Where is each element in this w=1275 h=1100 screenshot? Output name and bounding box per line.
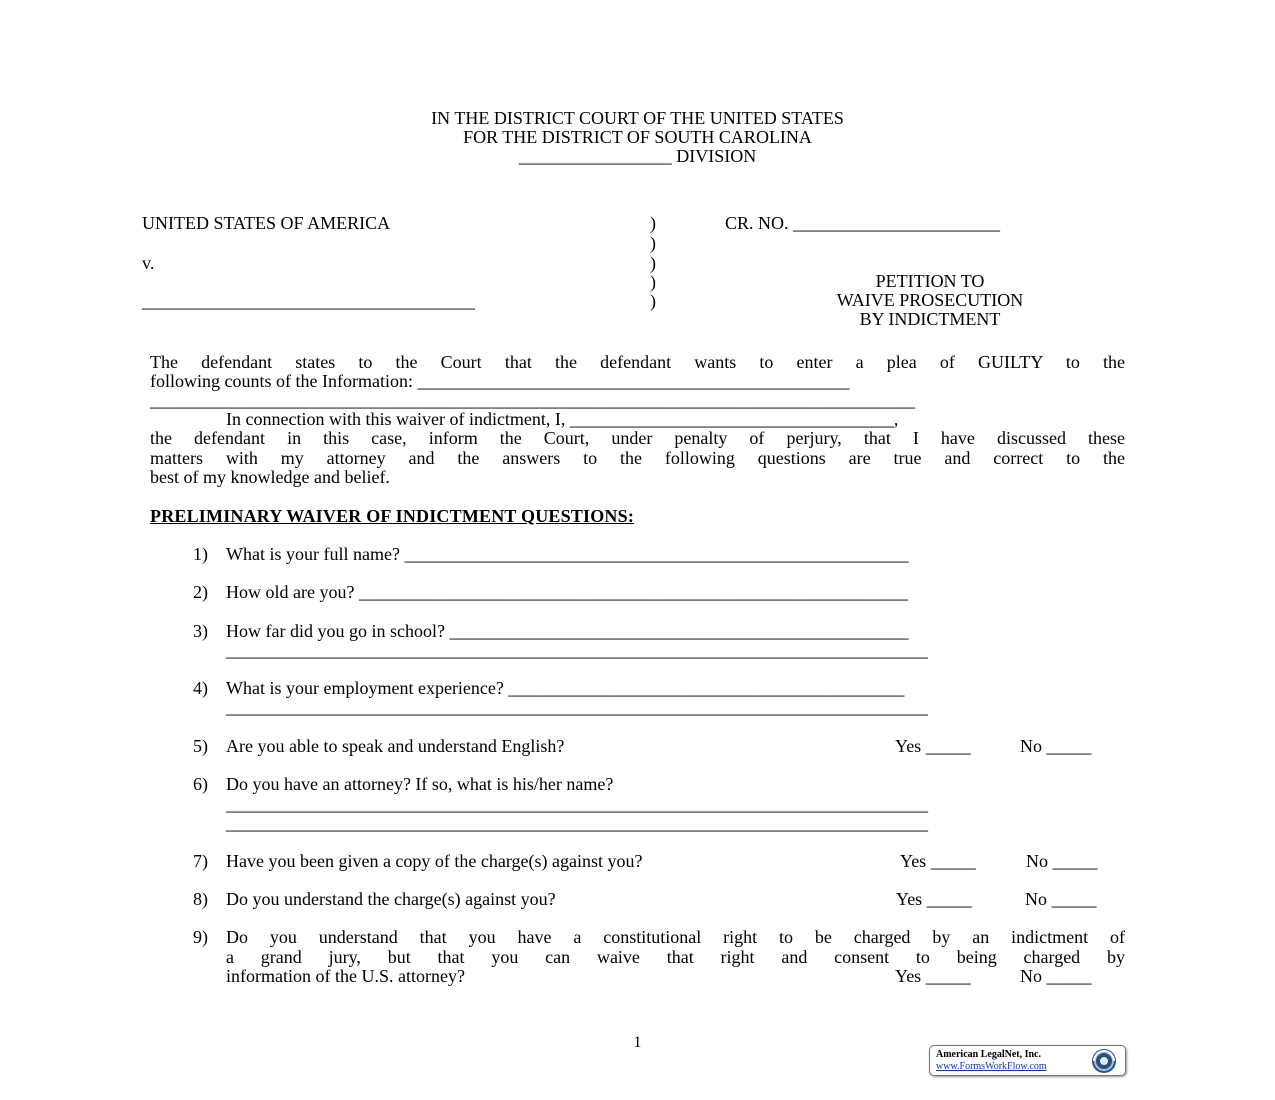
plaintiff-name: UNITED STATES OF AMERICA (142, 213, 391, 233)
attorney-name-continuation[interactable]: ______________________________________________________________________________ (226, 813, 928, 833)
constitutional-right-question: Do you understand that you have a constitutional right to be charged by an indictment of (226, 927, 1125, 947)
globe-icon (1086, 1047, 1122, 1075)
employment-continuation[interactable]: ______________________________________________________________________________ (226, 697, 928, 717)
no-answer-field[interactable]: No _____ (1020, 736, 1092, 756)
yes-answer-field[interactable]: Yes _____ (896, 889, 972, 909)
declaration-text: matters with my attorney and the answers to the following questions are true and correct to the (150, 448, 1125, 468)
yes-answer-field[interactable]: Yes _____ (895, 966, 971, 986)
education-continuation[interactable]: ______________________________________________________________________________ (226, 640, 928, 660)
question-number: 2) (193, 582, 208, 602)
petition-title-line1: PETITION TO (875, 271, 985, 291)
question-number: 3) (193, 621, 208, 641)
case-number-field[interactable]: CR. NO. _______________________ (725, 213, 1001, 233)
petition-title-line2: WAIVE PROSECUTION (836, 290, 1024, 310)
caption-paren: ) (650, 213, 656, 233)
no-answer-field[interactable]: No _____ (1026, 851, 1098, 871)
caption-paren: ) (650, 291, 656, 311)
english-question: Are you able to speak and understand English? (226, 736, 565, 756)
question-number: 5) (193, 736, 208, 756)
yes-answer-field[interactable]: Yes _____ (900, 851, 976, 871)
court-name: IN THE DISTRICT COURT OF THE UNITED STATES (431, 108, 844, 128)
declaration-text: the defendant in this case, inform the Court, under penalty of perjury, that I have discussed these (150, 428, 1125, 448)
versus-label: v. (142, 253, 155, 273)
declaration-text: best of my knowledge and belief. (150, 467, 390, 487)
understand-charges-question: Do you understand the charge(s) against you? (226, 889, 556, 909)
question-number: 9) (193, 927, 208, 947)
publisher-name: American LegalNet, Inc. (936, 1049, 1041, 1060)
full-name-field[interactable]: What is your full name? ________________________________________________________ (226, 544, 909, 564)
question-number: 1) (193, 544, 208, 564)
district-name: FOR THE DISTRICT OF SOUTH CAROLINA (463, 127, 812, 147)
guilty-plea-statement: The defendant states to the Court that the defendant wants to enter a plea of GUILTY to the (150, 352, 1125, 372)
question-number: 7) (193, 851, 208, 871)
question-number: 6) (193, 774, 208, 794)
education-field[interactable]: How far did you go in school? ___________________________________________________ (226, 621, 909, 641)
counts-of-information-field[interactable]: following counts of the Information: ________________________________________________ (150, 371, 850, 391)
employment-field[interactable]: What is your employment experience? ____________________________________________ (226, 678, 905, 698)
defendant-name-blank[interactable]: _____________________________________ (142, 291, 475, 311)
petition-title-line3: BY INDICTMENT (859, 309, 1001, 329)
counts-continuation-blank[interactable]: _____________________________________________________________________________________ (150, 390, 915, 410)
caption-paren: ) (650, 253, 656, 273)
section-heading: PRELIMINARY WAIVER OF INDICTMENT QUESTIONS: (150, 506, 635, 526)
charge-copy-question: Have you been given a copy of the charge(s) against you? (226, 851, 643, 871)
age-field[interactable]: How old are you? _____________________________________________________________ (226, 582, 908, 602)
question-number: 8) (193, 889, 208, 909)
constitutional-right-question-cont: a grand jury, but that you can waive that right and consent to being charged by (226, 947, 1125, 967)
yes-answer-field[interactable]: Yes _____ (895, 736, 971, 756)
publisher-logo[interactable] (929, 1045, 1126, 1076)
constitutional-right-question-end: information of the U.S. attorney? (226, 966, 465, 986)
defendant-declaration-name[interactable]: In connection with this waiver of indictment, I, ____________________________________, (226, 409, 899, 429)
division-line: _________________ DIVISION (518, 146, 757, 166)
question-number: 4) (193, 678, 208, 698)
no-answer-field[interactable]: No _____ (1020, 966, 1092, 986)
attorney-name-field[interactable]: ______________________________________________________________________________ (226, 794, 928, 814)
attorney-question: Do you have an attorney? If so, what is his/her name? (226, 774, 614, 794)
no-answer-field[interactable]: No _____ (1025, 889, 1097, 909)
caption-paren: ) (650, 233, 656, 253)
publisher-url[interactable]: www.FormsWorkFlow.com (936, 1061, 1047, 1072)
page-number: 1 (633, 1034, 642, 1051)
caption-paren: ) (650, 272, 656, 292)
